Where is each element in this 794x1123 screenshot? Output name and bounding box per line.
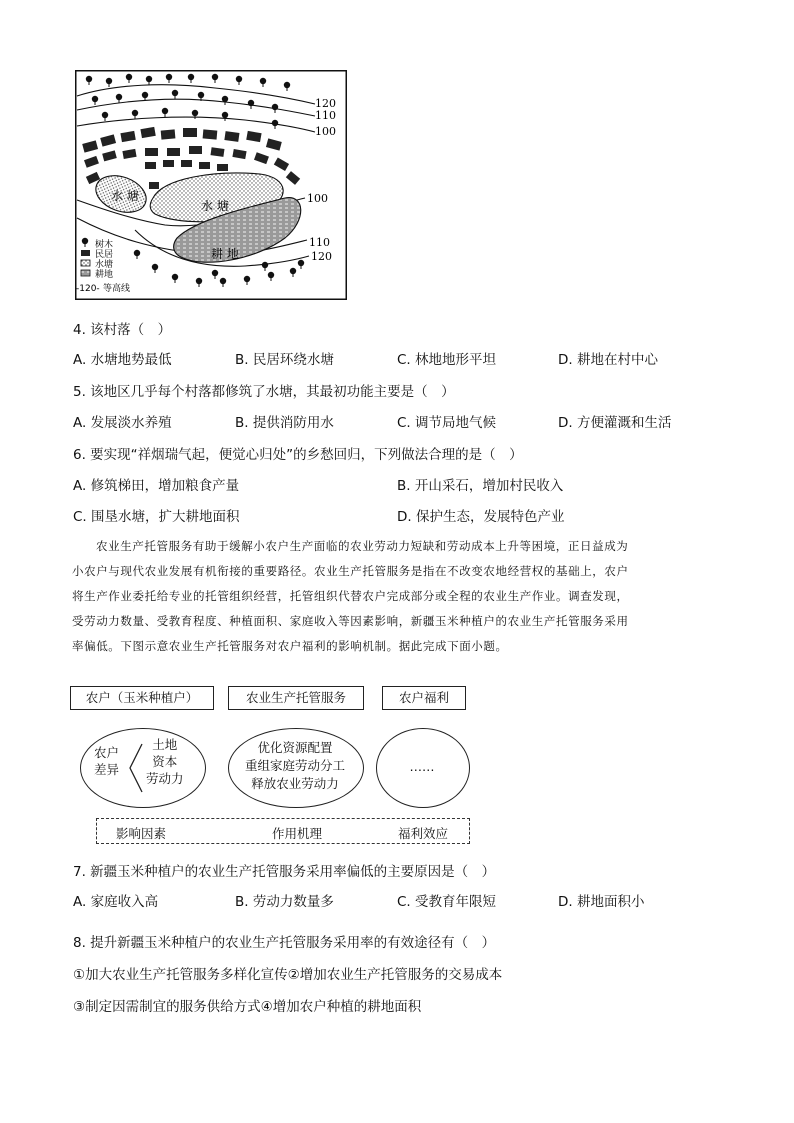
mechanism-line-1: 优化资源配置 [257,740,333,755]
contour-label-110-bottom: 110 [309,236,330,249]
q5-option-b[interactable]: B. 提供消防用水 [235,415,334,431]
factors-right-2: 资本 [152,754,178,769]
reading-passage [72,534,722,659]
q5-option-d[interactable]: D. 方便灌溉和生活 [558,415,672,431]
q7-title: 7. 新疆玉米种植户的农业生产托管服务采用率偏低的主要原因是（ ） [73,864,496,880]
contour-label-120-top: 120 [315,97,336,110]
contour-label-120-bottom: 120 [311,250,332,263]
pond-main-label: 水 塘 [201,199,229,213]
q4-option-c[interactable]: C. 林地地形平坦 [397,352,497,368]
mechanism-line-3: 释放农业劳动力 [251,776,339,791]
q6-title: 6. 要实现“祥烟瑞气起，便觉心归处”的乡愁回归，下列做法合理的是（ ） [73,447,523,463]
welfare-ellipsis: …… [409,759,435,774]
box-welfare: 农户福利 [382,686,466,710]
contour-label-100-bottom: 100 [307,192,328,205]
legend-contour: 等高线 [103,284,131,294]
mechanism-line-2: 重组家庭劳动分工 [244,758,345,773]
q6-option-d[interactable]: D. 保护生态，发展特色产业 [397,509,565,525]
q8-title: 8. 提升新疆玉米种植户的农业生产托管服务采用率的有效途径有（ ） [73,935,496,951]
q7-option-b[interactable]: B. 劳动力数量多 [235,894,334,910]
q5-option-a[interactable]: A. 发展淡水养殖 [73,415,172,431]
q6-option-b[interactable]: B. 开山采石，增加村民收入 [397,478,564,494]
factors-left [94,744,119,778]
pond-left-label: 水 塘 [111,189,139,203]
factors-left-2: 差异 [94,762,120,777]
passage-line-1: 农业生产托管服务有助于缓解小农户生产面临的农业劳动力短缺和劳动成本上升等困境，正日益成为 [96,539,629,553]
q4-option-d[interactable]: D. 耕地在村中心 [558,352,658,368]
legend-houses: 民居 [95,250,114,260]
q8-statement-line-1: ①加大农业生产托管服务多样化宣传②增加农业生产托管服务的交易成本 [73,967,503,983]
contour-label-100-top: 100 [315,125,336,138]
factors-left-1: 农户 [94,745,120,760]
q4-option-b[interactable]: B. 民居环绕水塘 [235,352,334,368]
q4-title: 4. 该村落（ ） [73,322,172,338]
passage-line-4: 受劳动力数量、受教育程度、种植面积、家庭收入等因素影响，新疆玉米种植户的农业生产托管服务采用 [72,614,629,628]
box-service: 农业生产托管服务 [228,686,364,710]
q4-option-a[interactable]: A. 水塘地势最低 [73,352,172,368]
farmland-label: 耕 地 [211,247,239,261]
legend-contour-sample: -120- [76,284,100,294]
factors-right-3: 劳动力 [146,771,184,786]
legend-farmland: 耕地 [95,270,114,280]
village-map [75,70,347,300]
q5-title: 5. 该地区几乎每个村落都修筑了水塘，其最初功能主要是（ ） [73,384,455,400]
passage-line-5: 率偏低。下图示意农业生产托管服务对农户福利的影响机制。据此完成下面小题。 [72,639,508,653]
legend-trees: 树木 [95,240,114,250]
box-farmers: 农户（玉米种植户） [70,686,214,710]
q7-option-c[interactable]: C. 受教育年限短 [397,894,497,910]
footer-mechanism: 作用机理 [272,826,323,841]
mechanism-diagram [68,684,478,854]
q6-option-c[interactable]: C. 围垦水塘，扩大耕地面积 [73,509,240,525]
passage-line-3: 将生产作业委托给专业的托管组织经营，托管组织代替农户完成部分或全程的农业生产作业。调查发现， [72,589,629,603]
q7-option-d[interactable]: D. 耕地面积小 [558,894,645,910]
mechanism-text [228,739,362,793]
q8-statement-line-2: ③制定因需制宜的服务供给方式④增加农户种植的耕地面积 [73,999,422,1015]
passage-line-2: 小农户与现代农业发展有机衔接的重要路径。农业生产托管服务是指在不改变农地经营权的基础上，农户 [72,564,629,578]
contour-label-110-top: 110 [315,109,336,122]
q6-option-a[interactable]: A. 修筑梯田，增加粮食产量 [73,478,240,494]
q7-option-a[interactable]: A. 家庭收入高 [73,894,159,910]
factors-right [146,736,184,787]
factors-right-1: 土地 [152,737,178,752]
footer-factors: 影响因素 [116,826,167,841]
legend-pond: 水塘 [95,260,114,270]
q5-option-c[interactable]: C. 调节局地气候 [397,415,497,431]
footer-effect: 福利效应 [398,826,449,841]
